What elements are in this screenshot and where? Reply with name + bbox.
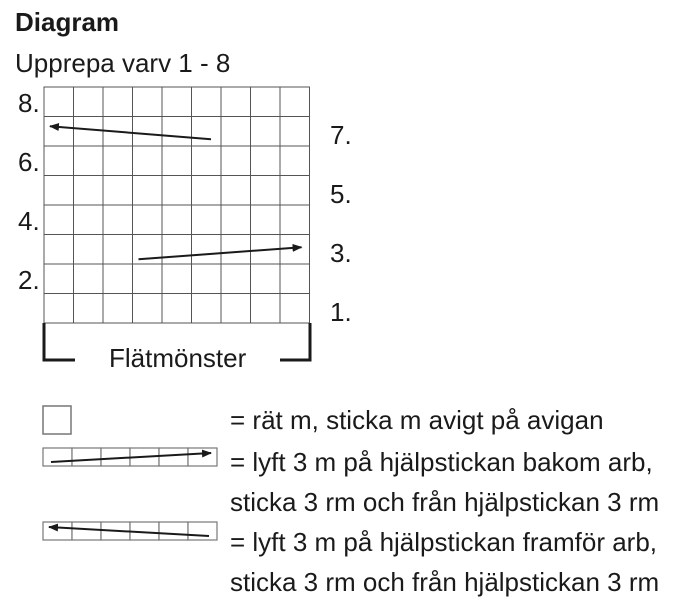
grid-cell — [74, 264, 104, 294]
row-label-2: 2. — [18, 265, 40, 295]
grid-cell — [162, 146, 192, 176]
pattern-label: Flätmönster — [105, 343, 250, 374]
grid-cell — [162, 117, 192, 147]
grid-cell — [192, 264, 222, 294]
legend-cell — [72, 448, 101, 466]
grid-cell — [251, 117, 281, 147]
grid-cell — [133, 117, 163, 147]
grid-cell — [221, 294, 251, 324]
legend-cell — [72, 522, 101, 540]
grid-cell — [280, 146, 310, 176]
grid-cell — [280, 117, 310, 147]
grid-cell — [162, 87, 192, 117]
grid-cell — [251, 294, 281, 324]
grid-cell — [103, 264, 133, 294]
repeat-instruction: Upprepa varv 1 - 8 — [15, 48, 231, 78]
grid-cell — [192, 87, 222, 117]
grid-cell — [74, 87, 104, 117]
grid-cell — [103, 294, 133, 324]
grid-cell — [280, 264, 310, 294]
grid-cell — [74, 294, 104, 324]
grid-cell — [221, 235, 251, 265]
grid-cell — [44, 146, 74, 176]
grid-cell — [280, 87, 310, 117]
legend-left-cable-symbol — [43, 522, 217, 540]
grid-cell — [74, 176, 104, 206]
row-label-7: 7. — [330, 120, 352, 150]
legend-symbols — [43, 406, 217, 540]
row-label-6: 6. — [18, 147, 40, 177]
legend-cell — [159, 522, 188, 540]
row-label-1: 1. — [330, 297, 352, 327]
grid-cell — [162, 205, 192, 235]
grid-cell — [192, 117, 222, 147]
grid-cell — [192, 235, 222, 265]
grid-cell — [251, 87, 281, 117]
legend-right-cable-text-2: sticka 3 rm och från hjälpstickan 3 rm — [230, 487, 660, 517]
grid-cell — [192, 176, 222, 206]
grid-cell — [192, 205, 222, 235]
legend-right-cable-text-1: = lyft 3 m på hjälpstickan bakom arb, — [230, 447, 653, 477]
bracket-left — [44, 323, 75, 360]
grid-cell — [162, 264, 192, 294]
grid-cell — [133, 176, 163, 206]
grid-cell — [74, 146, 104, 176]
grid-cell — [251, 146, 281, 176]
row-label-3: 3. — [330, 238, 352, 268]
row-label-5: 5. — [330, 179, 352, 209]
row-label-8: 8. — [18, 88, 40, 118]
grid-cell — [44, 117, 74, 147]
grid-cell — [221, 176, 251, 206]
grid-cell — [103, 87, 133, 117]
grid-cell — [221, 205, 251, 235]
grid-cell — [280, 205, 310, 235]
grid-cell — [192, 146, 222, 176]
grid-cell — [44, 294, 74, 324]
legend-left-cable-text-1: = lyft 3 m på hjälpstickan framför arb, — [230, 527, 658, 557]
grid-cell — [221, 87, 251, 117]
grid-cell — [44, 264, 74, 294]
grid-cell — [103, 235, 133, 265]
grid-cell — [162, 176, 192, 206]
grid-cell — [133, 87, 163, 117]
grid-cell — [251, 205, 281, 235]
grid-cell — [162, 294, 192, 324]
grid-cell — [44, 205, 74, 235]
legend-right-cable-symbol — [43, 448, 217, 466]
grid-cell — [251, 264, 281, 294]
diagram-title: Diagram — [15, 7, 120, 37]
legend-cell — [43, 448, 72, 466]
grid-cell — [162, 235, 192, 265]
grid-cell — [133, 264, 163, 294]
grid-cell — [44, 176, 74, 206]
grid-cell — [280, 176, 310, 206]
grid-cell — [280, 294, 310, 324]
grid-cell — [221, 264, 251, 294]
legend-cell — [43, 522, 72, 540]
row-label-4: 4. — [18, 206, 40, 236]
legend-knit-text: = rät m, sticka m avigt på avigan — [230, 405, 604, 435]
legend-empty-square-icon — [43, 406, 71, 434]
grid-cell — [44, 87, 74, 117]
grid-cell — [192, 294, 222, 324]
grid-cell — [133, 146, 163, 176]
grid-cell — [103, 146, 133, 176]
grid-cell — [74, 117, 104, 147]
grid-cell — [133, 205, 163, 235]
stitch-grid — [44, 87, 310, 323]
legend-cell — [159, 448, 188, 466]
legend-cell — [188, 522, 217, 540]
grid-cell — [221, 117, 251, 147]
grid-cell — [74, 235, 104, 265]
grid-cell — [74, 205, 104, 235]
grid-cell — [133, 294, 163, 324]
grid-cell — [221, 146, 251, 176]
legend-left-cable-text-2: sticka 3 rm och från hjälpstickan 3 rm — [230, 567, 660, 597]
legend-cell — [188, 448, 217, 466]
grid-cell — [103, 176, 133, 206]
bracket-right — [280, 323, 310, 360]
grid-cell — [251, 176, 281, 206]
grid-cell — [103, 205, 133, 235]
grid-cell — [44, 235, 74, 265]
